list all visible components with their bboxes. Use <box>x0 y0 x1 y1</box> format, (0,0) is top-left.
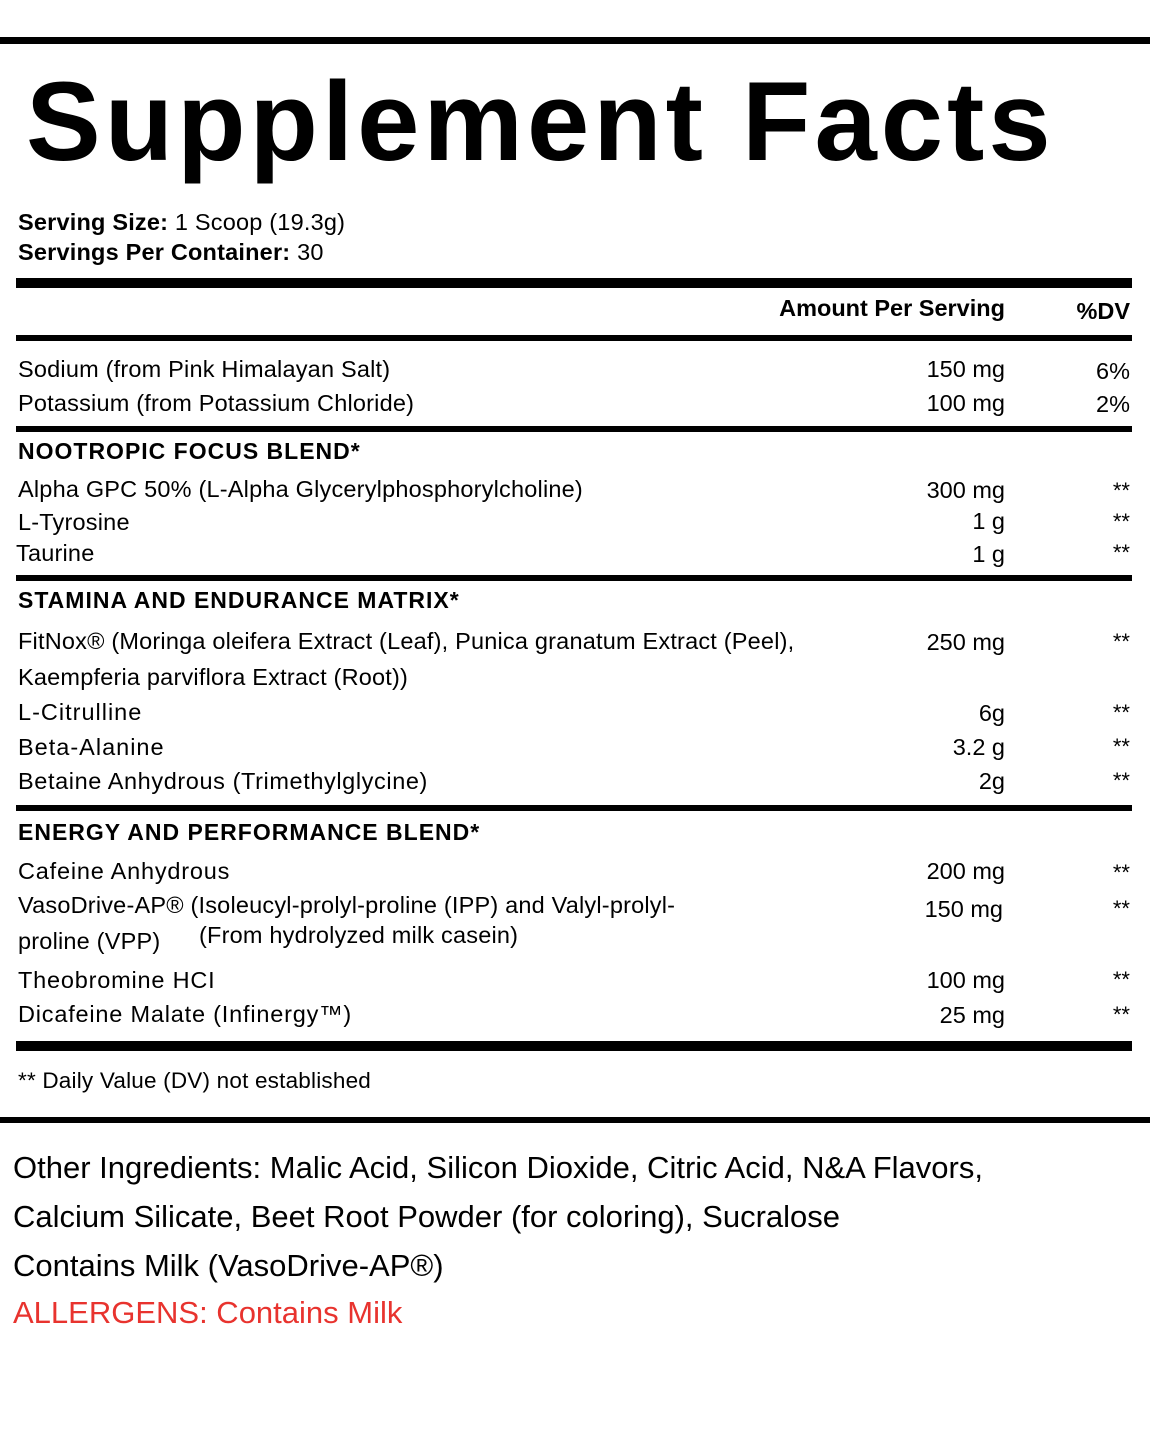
ingredient-amount: 150 mg <box>924 896 1003 922</box>
mineral-dv: 6% <box>1096 358 1130 384</box>
ingredient-amount: 3.2 g <box>952 734 1005 760</box>
ingredient-name: Betaine Anhydrous (Trimethylglycine) <box>18 768 428 794</box>
serving-size-value: 1 Scoop (19.3g) <box>174 209 346 235</box>
ingredient-dv: ** <box>1112 540 1130 565</box>
ingredient-dv: ** <box>1112 478 1130 503</box>
serving-size-label: Serving Size: <box>18 209 169 235</box>
bottom-border <box>0 1117 1150 1123</box>
ingredient-dv: ** <box>1112 509 1130 534</box>
ingredient-name: Beta-Alanine <box>18 734 165 760</box>
divider <box>16 335 1132 341</box>
dv-column-header: %DV <box>1076 298 1130 324</box>
ingredient-dv: ** <box>1112 1002 1130 1027</box>
ingredient-dv: ** <box>1112 896 1130 921</box>
ingredient-dv: ** <box>1112 629 1130 654</box>
ingredient-name: L-Tyrosine <box>18 509 130 535</box>
ingredient-name: Dicafeine Malate (Infinergy™) <box>18 1001 353 1027</box>
other-ingredients-line3: Contains Milk (VasoDrive-AP®) <box>13 1248 444 1283</box>
servings-per-container-value: 30 <box>297 239 324 265</box>
ingredient-name: L-Citrulline <box>18 699 143 725</box>
ingredient-amount: 100 mg <box>926 967 1005 993</box>
ingredient-amount: 2g <box>978 768 1005 794</box>
other-ingredients-line2: Calcium Silicate, Beet Root Powder (for coloring), Sucralose <box>13 1199 841 1234</box>
servings-per-container-label: Servings Per Container: <box>18 239 291 265</box>
ingredient-dv: ** <box>1112 734 1130 759</box>
mineral-dv: 2% <box>1096 391 1130 417</box>
footnote: ** Daily Value (DV) not established <box>18 1068 372 1093</box>
energy-blend-header: ENERGY AND PERFORMANCE BLEND* <box>18 819 481 845</box>
ingredient-name-note: (From hydrolyzed milk casein) <box>199 922 519 948</box>
thick-divider <box>16 1041 1132 1051</box>
ingredient-name: Cafeine Anhydrous <box>18 858 231 884</box>
mineral-name: Sodium (from Pink Himalayan Salt) <box>18 356 391 382</box>
ingredient-amount: 25 mg <box>939 1002 1005 1028</box>
ingredient-dv: ** <box>1112 768 1130 793</box>
page-title: Supplement Facts <box>26 59 1055 184</box>
ingredient-dv: ** <box>1112 860 1130 885</box>
ingredient-name-line2: Kaempferia parviflora Extract (Root)) <box>18 664 409 690</box>
ingredient-name-line1: FitNox® (Moringa oleifera Extract (Leaf), Punica granatum Extract (Peel), <box>18 628 795 654</box>
ingredient-name: Taurine <box>16 540 95 566</box>
thick-divider <box>16 278 1132 288</box>
stamina-matrix-header: STAMINA AND ENDURANCE MATRIX* <box>18 587 460 613</box>
serving-size <box>18 211 345 235</box>
ingredient-amount: 1 g <box>972 508 1005 534</box>
divider <box>16 575 1132 581</box>
other-ingredients-line1: Other Ingredients: Malic Acid, Silicon Dioxide, Citric Acid, N&A Flavors, <box>13 1150 983 1185</box>
mineral-name: Potassium (from Potassium Chloride) <box>18 390 415 416</box>
divider <box>16 805 1132 811</box>
ingredient-dv: ** <box>1112 700 1130 725</box>
ingredient-amount: 1 g <box>972 541 1005 567</box>
divider <box>16 426 1132 432</box>
top-border <box>0 37 1150 44</box>
amount-column-header: Amount Per Serving <box>779 295 1005 321</box>
ingredient-amount: 300 mg <box>926 477 1005 503</box>
allergens-warning: ALLERGENS: Contains Milk <box>13 1295 403 1330</box>
servings-per-container <box>18 241 324 265</box>
ingredient-amount: 250 mg <box>926 629 1005 655</box>
ingredient-dv: ** <box>1112 967 1130 992</box>
focus-blend-header: NOOTROPIC FOCUS BLEND* <box>18 438 361 464</box>
ingredient-amount: 200 mg <box>926 858 1005 884</box>
ingredient-name-line2: proline (VPP) <box>18 928 161 954</box>
ingredient-name: Theobromine HCI <box>18 967 216 993</box>
ingredient-name-line1: VasoDrive-AP® (Isoleucyl-prolyl-proline (IPP) and Valyl-prolyl- <box>18 892 676 918</box>
mineral-amount: 100 mg <box>926 390 1005 416</box>
ingredient-amount: 6g <box>978 700 1005 726</box>
mineral-amount: 150 mg <box>926 356 1005 382</box>
ingredient-name: Alpha GPC 50% (L-Alpha Glycerylphosphorylcholine) <box>18 476 583 502</box>
